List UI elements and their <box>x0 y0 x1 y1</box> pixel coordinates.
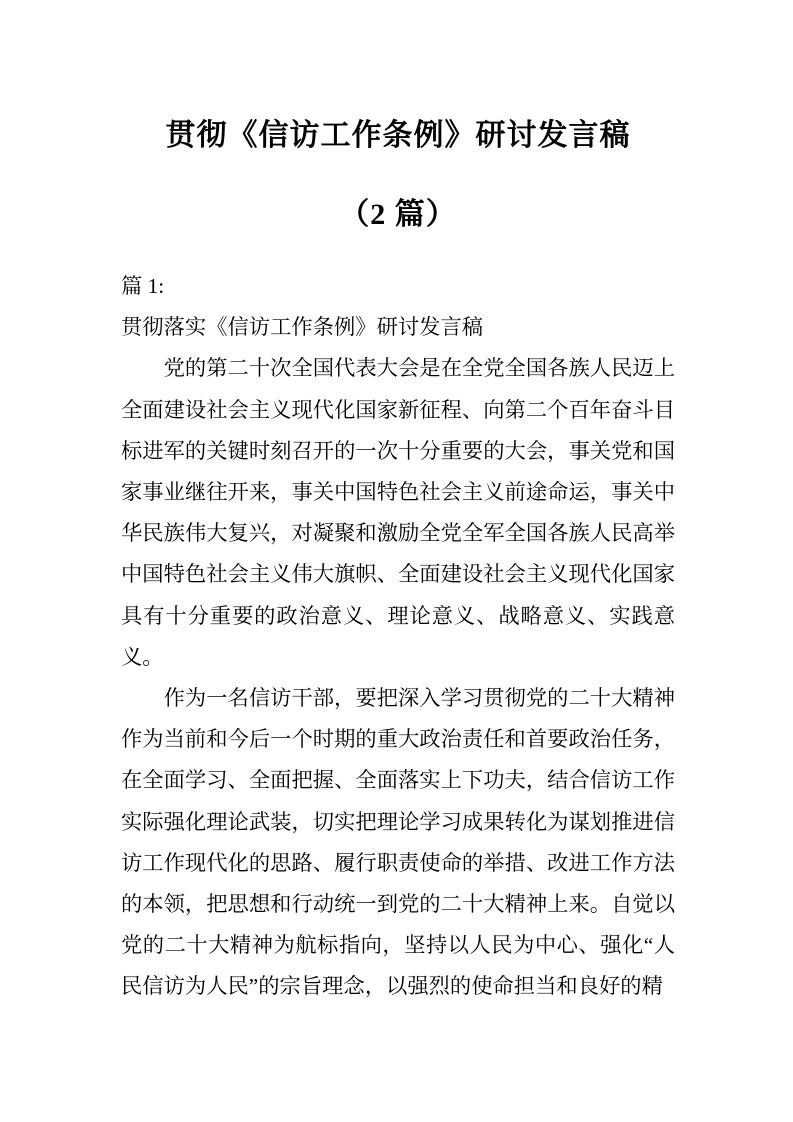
document-title: 贯彻《信访工作条例》研讨发言稿 <box>165 119 631 152</box>
section-label: 篇 1: <box>121 274 165 298</box>
document-subtitle: （2 篇） <box>339 198 457 231</box>
body-paragraph: 作为一名信访干部，要把深入学习贯彻党的二十大精神作为当前和今后一个时期的重大政治责任和首要政治任务，在全面学习、全面把握、全面落实上下功夫，结合信访工作实际强化理论武装，切实把理论学习成果转化为谋划推进信访工作现代化的思路、履行职责使命的举措、改进工作方法的本领，把思想和行动统一到党的二十大精神上来。自觉以党的二十大精神为航标指向，坚持以人民为中心、强化“人民信访为人民”的宗旨理念，以强烈的使命担当和良好的精 <box>121 686 675 999</box>
article-title: 贯彻落实《信访工作条例》研讨发言稿 <box>121 315 484 340</box>
body-paragraph: 党的第二十次全国代表大会是在全党全国各族人民迈上全面建设社会主义现代化国家新征程、向第二个百年奋斗目标进军的关键时刻召开的一次十分重要的大会，事关党和国家事业继往开来，事关中国特色社会主义前途命运，事关中华民族伟大复兴，对凝聚和激励全党全军全国各族人民高举中国特色社会主义伟大旗帜、全面建设社会主义现代化国家具有十分重要的政治意义、理论意义、战略意义、实践意义。 <box>121 356 675 669</box>
